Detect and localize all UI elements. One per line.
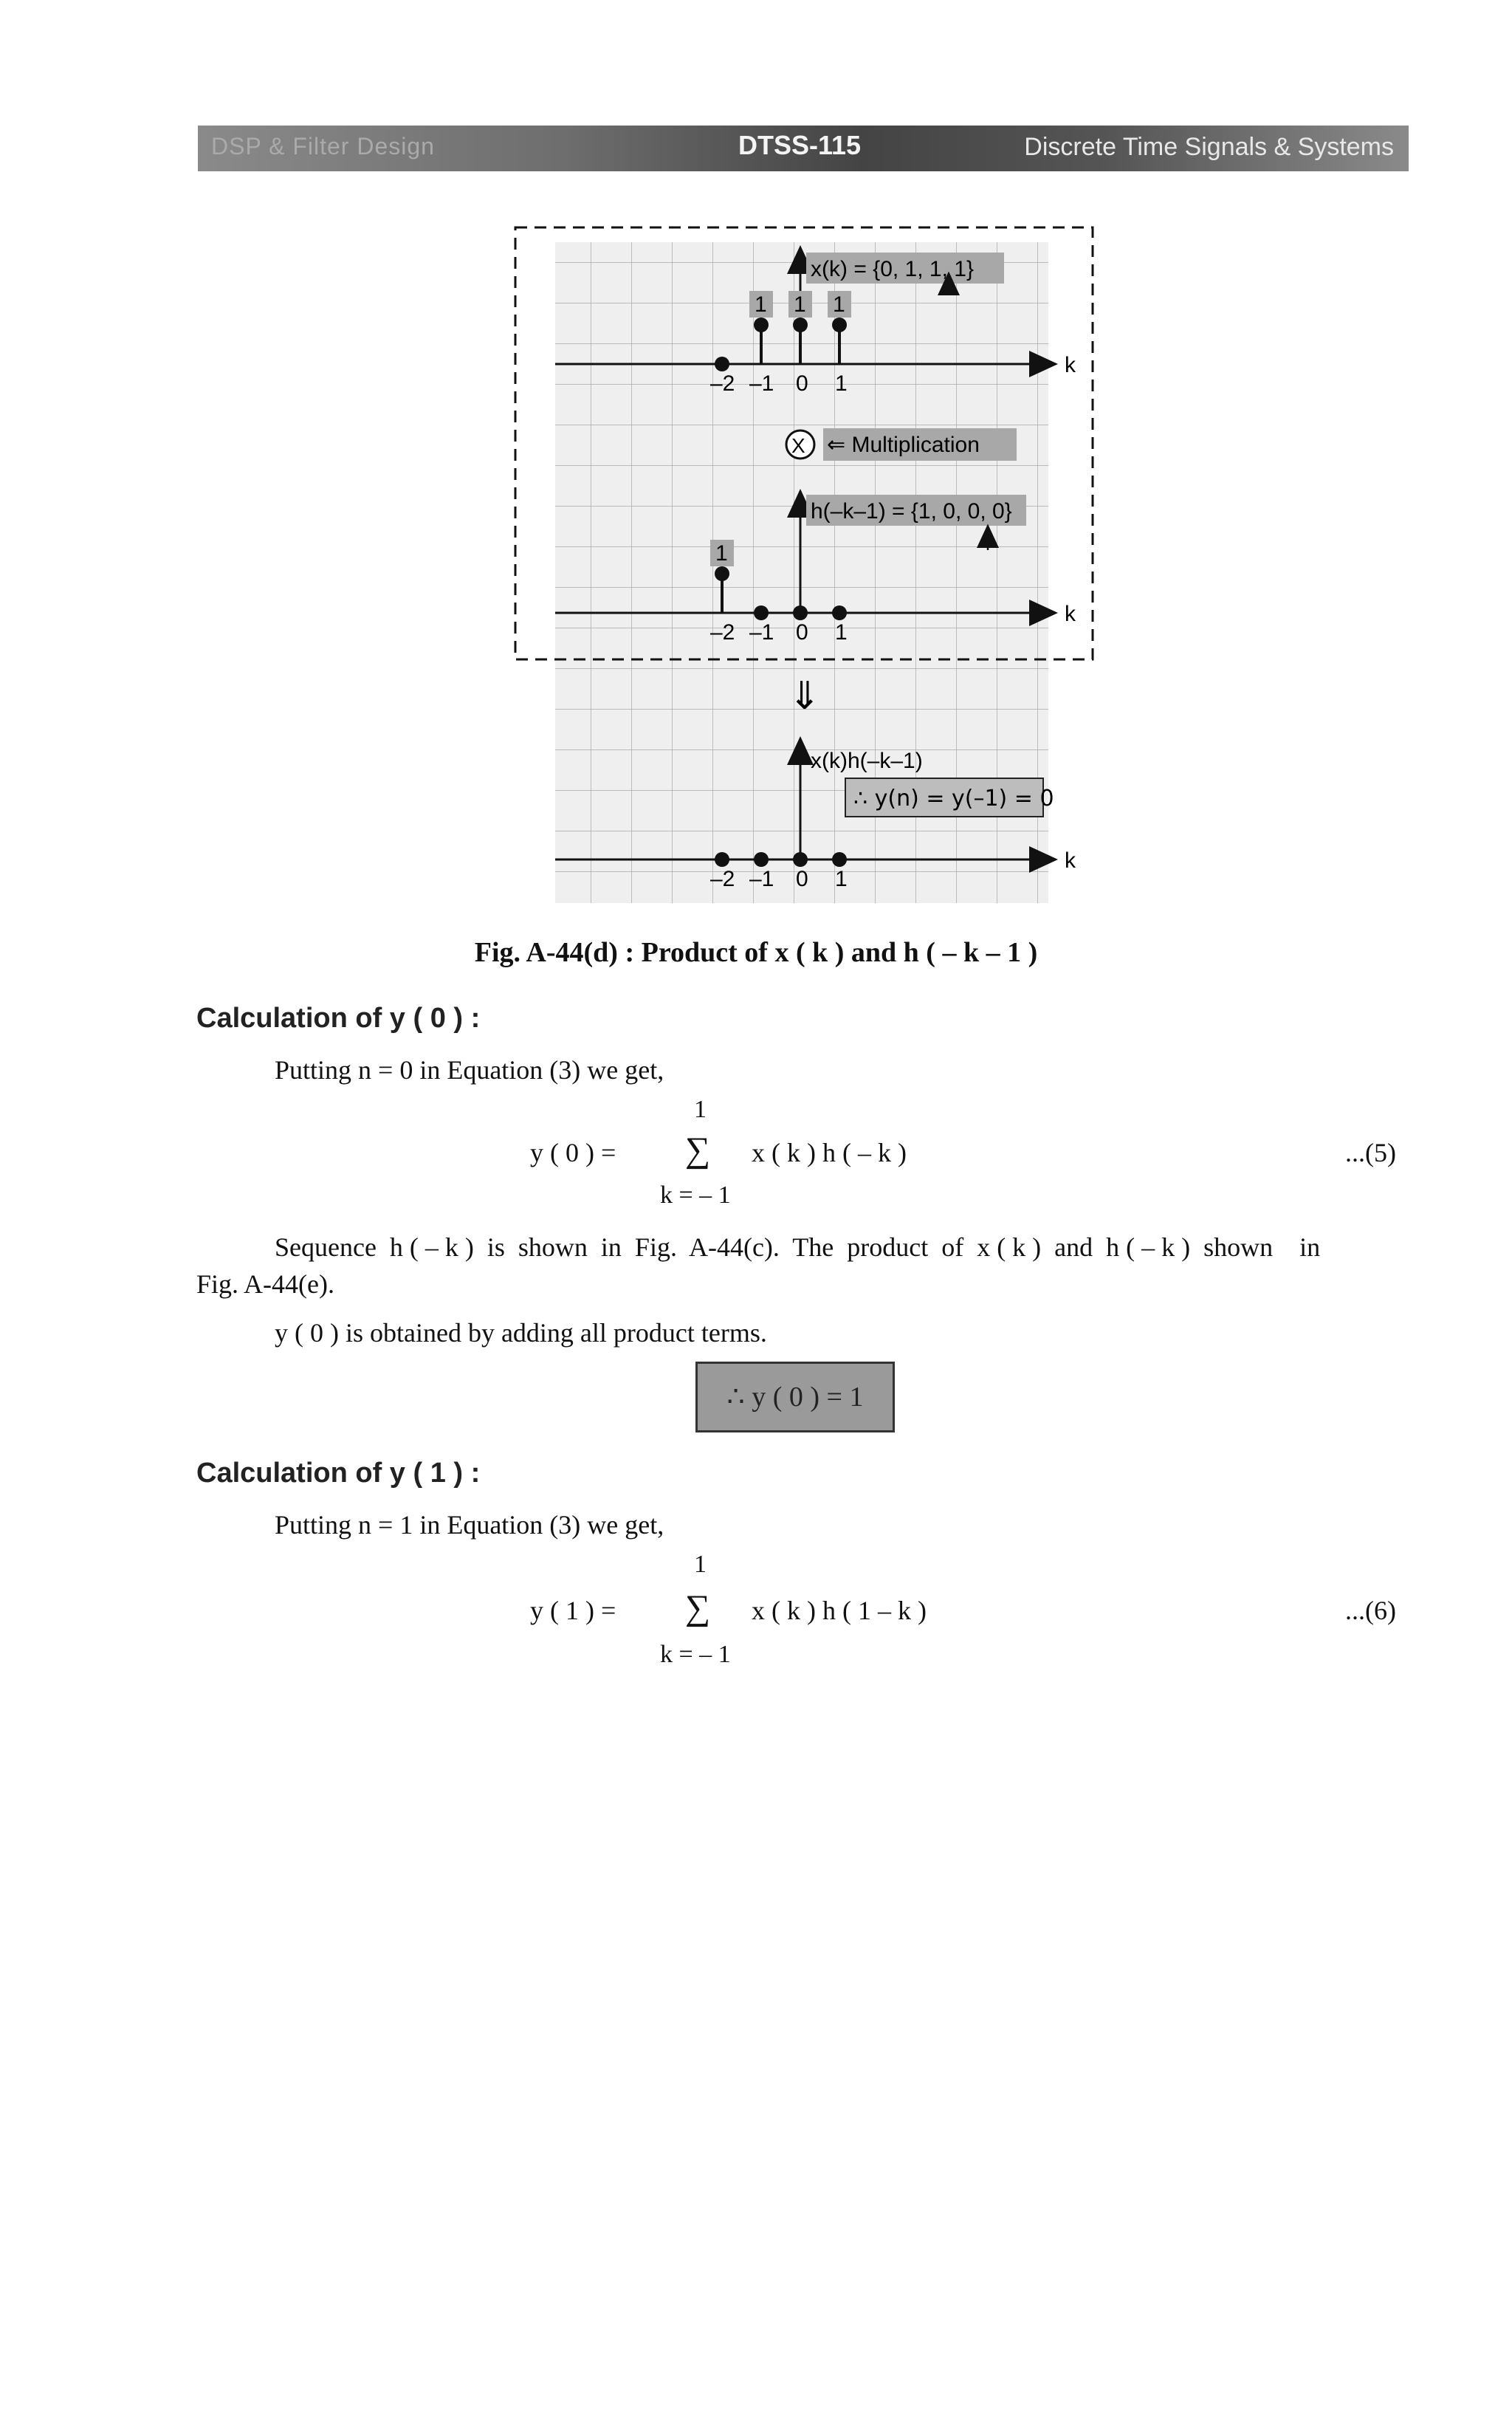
product-sample-point [754,852,769,867]
h-sample-point [754,605,769,620]
x-value-label: 1 [833,292,845,317]
product-axis-var: k [1065,848,1076,873]
x-sequence-label: x(k) = {0, 1, 1, 1} [811,257,974,281]
x-tick-label: 0 [796,371,808,396]
section-heading-y1: Calculation of y ( 1 ) : [196,1458,481,1489]
y0-sum-lower-limit: k = – 1 [660,1181,731,1209]
h-axis-var: k [1065,602,1076,626]
y0-para1-line2: Fig. A-44(e). [196,1269,334,1299]
down-arrow-icon: ⇓ [788,674,821,718]
product-tick-label: 1 [835,867,848,891]
x-tick-label: 1 [835,371,848,396]
y0-equation-lhs: y ( 0 ) = [530,1138,616,1167]
x-tick-label: –1 [749,371,774,396]
header-chapter-title: Discrete Time Signals & Systems [1024,133,1394,161]
equation-number-6: ...(6) [1345,1596,1396,1625]
h-tick-label: –2 [710,620,735,645]
convolution-figure [509,222,1100,916]
product-sample-point [832,852,847,867]
product-label: x(k)h(–k–1) [811,749,923,773]
h-sample-point [715,566,729,581]
multiply-symbol: X [791,434,805,457]
y1-intro: Putting n = 1 in Equation (3) we get, [275,1510,664,1540]
y1-equation-rhs: x ( k ) h ( 1 – k ) [752,1596,927,1625]
product-sample-point [793,852,808,867]
h-sample-point [793,605,808,620]
y0-intro: Putting n = 0 in Equation (3) we get, [275,1055,664,1085]
y0-equation-rhs: x ( k ) h ( – k ) [752,1138,907,1167]
product-tick-label: –2 [710,867,735,891]
section-heading-y0: Calculation of y ( 0 ) : [196,1003,481,1034]
x-axis-var: k [1065,353,1076,377]
x-tick-label: –2 [710,371,735,396]
y1-sum-upper-limit: 1 [694,1551,707,1578]
header-book-title: DSP & Filter Design [211,133,435,159]
x-value-label: 1 [755,292,767,317]
figure-result-label: ∴ y(n) = y(–1) = 0 [853,786,1054,811]
h-tick-label: –1 [749,620,774,645]
page-header [198,126,1409,171]
product-sample-point [715,852,729,867]
equation-number-5: ...(5) [1345,1138,1396,1167]
x-sample-point [793,318,808,332]
h-sample-point [832,605,847,620]
header-page-number: DTSS-115 [738,130,862,160]
product-tick-label: –1 [749,867,774,891]
y1-sum-lower-limit: k = – 1 [660,1641,731,1668]
y1-sum-symbol: ∑ [685,1588,711,1627]
y1-equation-lhs: y ( 1 ) = [530,1596,616,1625]
x-sample-point [832,318,847,332]
x-sample-point [754,318,769,332]
multiplication-label: ⇐ Multiplication [827,433,980,457]
h-value-label: 1 [715,541,728,566]
h-tick-label: 0 [796,620,808,645]
y0-result-box: ∴ y ( 0 ) = 1 [695,1362,895,1432]
figure-caption: Fig. A-44(d) : Product of x ( k ) and h ( – k – 1 ) [474,937,1038,968]
x-sample-point [715,357,729,371]
x-value-label: 1 [794,292,806,317]
y0-para2: y ( 0 ) is obtained by adding all product terms. [275,1318,767,1348]
y0-para1-line1: Sequence h ( – k ) is shown in Fig. A-44(c). The product of x ( k ) and h ( – k ) shown in [275,1232,1321,1262]
y0-sum-upper-limit: 1 [694,1096,707,1123]
product-tick-label: 0 [796,867,808,891]
y0-sum-symbol: ∑ [685,1130,711,1170]
h-sequence-label: h(–k–1) = {1, 0, 0, 0} [811,499,1012,524]
h-tick-label: 1 [835,620,848,645]
